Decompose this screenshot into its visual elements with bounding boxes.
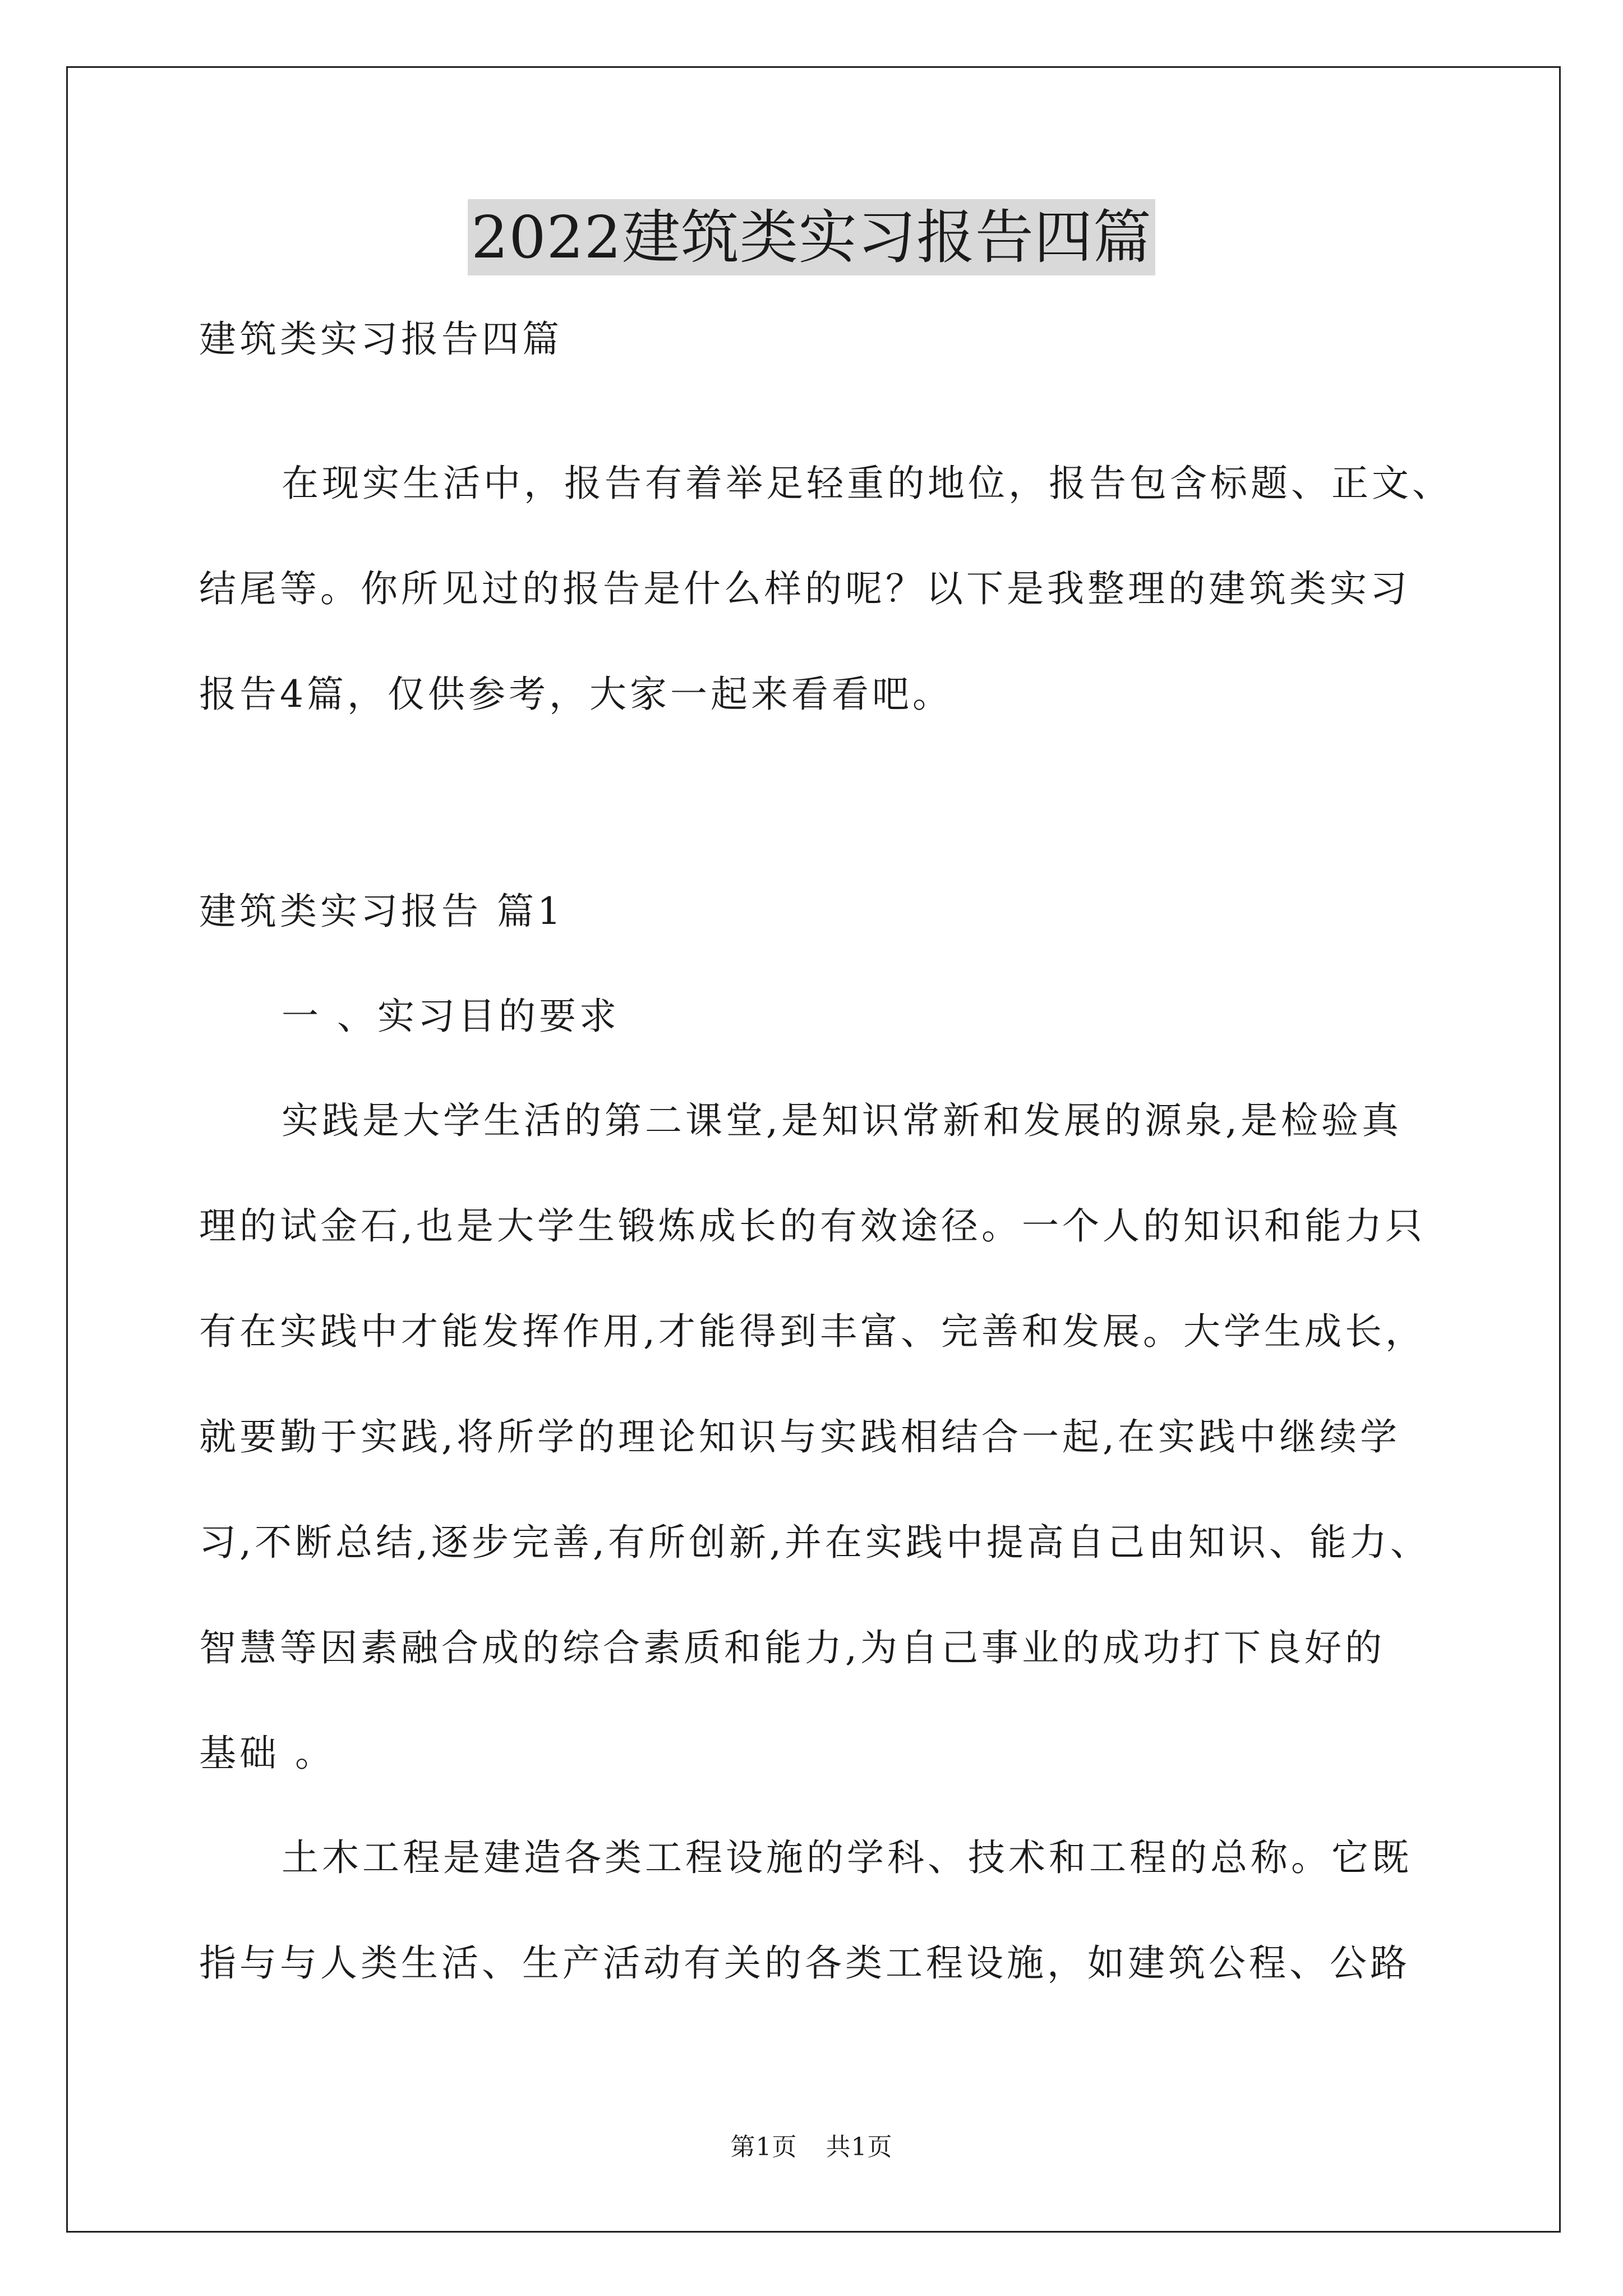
paragraph-line: 实践是大学生活的第二课堂,是知识常新和发展的源泉,是检验真: [282, 1099, 1402, 1142]
paragraph-line: 就要勤于实践,将所学的理论知识与实践相结合一起,在实践中继续学: [199, 1415, 1400, 1458]
paragraph-line: 指与与人类生活、生产活动有关的各类工程设施，如建筑公程、公路: [199, 1941, 1410, 1985]
paragraph-line: 习,不断总结,逐步完善,有所创新,并在实践中提高自己由知识、能力、: [199, 1521, 1431, 1564]
paragraph-line: 基础 。: [199, 1732, 335, 1775]
page-number: 第1页: [730, 2133, 797, 2161]
section-heading: 建筑类实习报告 篇1: [199, 890, 564, 933]
page-footer: [0, 2132, 1623, 2163]
title-area: [0, 199, 1623, 275]
paragraph-line: 土木工程是建造各类工程设施的学科、技术和工程的总称。它既: [282, 1836, 1412, 1879]
paragraph-line: 理的试金石,也是大学生锻炼成长的有效途径。一个人的知识和能力只: [199, 1204, 1426, 1248]
paragraph-line: 智慧等因素融合成的综合素质和能力,为自己事业的成功打下良好的: [199, 1626, 1385, 1669]
subheading: 一 、实习目的要求: [282, 995, 620, 1038]
document-subtitle: 建筑类实习报告四篇: [199, 318, 562, 361]
document-title: 2022建筑类实习报告四篇: [468, 199, 1155, 275]
page-border: [66, 66, 1561, 2233]
paragraph-line: 有在实践中才能发挥作用,才能得到丰富、完善和发展。大学生成长，: [199, 1310, 1426, 1353]
intro-line: 报告4篇，仅供参考，大家一起来看看吧。: [199, 673, 953, 716]
intro-line: 结尾等。你所见过的报告是什么样的呢？以下是我整理的建筑类实习: [199, 567, 1410, 610]
intro-line: 在现实生活中，报告有着举足轻重的地位，报告包含标题、正文、: [282, 462, 1453, 505]
page-total: 共1页: [826, 2133, 893, 2161]
